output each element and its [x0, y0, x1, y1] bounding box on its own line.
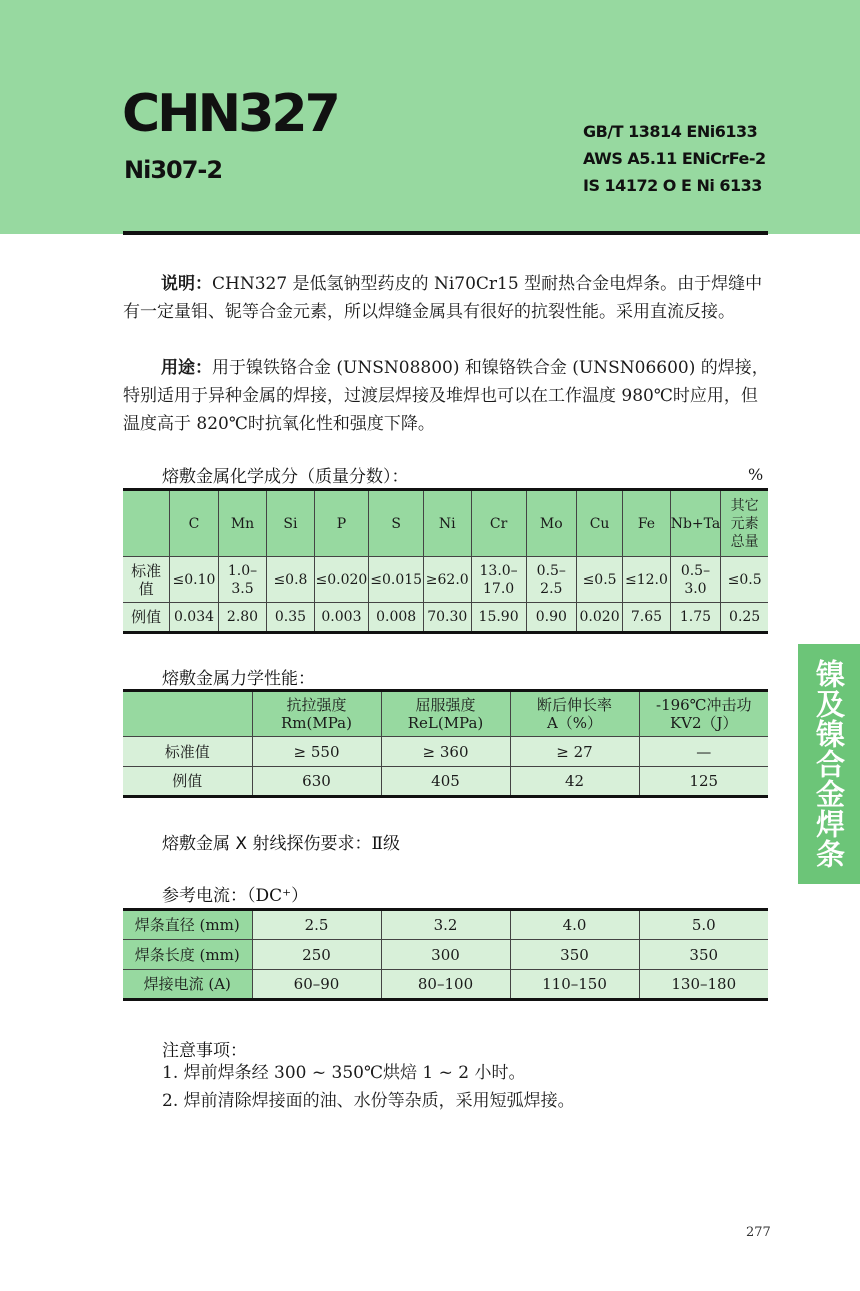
chem-example-row: [123, 603, 768, 633]
chem-std-row: [123, 557, 768, 603]
current-row-amperage: [123, 970, 768, 1000]
chem-header-cell: Nb+Ta: [670, 490, 721, 557]
mech-cell: 405: [381, 767, 510, 797]
chem-header-cell: C: [170, 490, 218, 557]
current-row-label: 焊接电流 (A): [123, 970, 252, 1000]
current-cell: 110–150: [510, 970, 639, 1000]
current-section-title: [162, 881, 308, 906]
usage-label: 用途：: [161, 358, 212, 378]
chem-cell: ≤0.020: [314, 557, 369, 603]
xray-value: Ⅱ级: [371, 834, 401, 854]
mech-cell: ≥ 550: [252, 737, 381, 767]
chem-header-cell: Si: [267, 490, 314, 557]
page-number: 277: [746, 1225, 771, 1240]
chem-header-cell: 其它元素总量: [721, 490, 768, 557]
mech-header-line1: 屈服强度: [415, 696, 476, 714]
mech-header-line1: 抗拉强度: [286, 696, 347, 714]
mech-header-cell: [639, 691, 768, 737]
mech-header-cell: [252, 691, 381, 737]
chem-cell: 13.0–17.0: [471, 557, 526, 603]
mech-cell: 630: [252, 767, 381, 797]
chem-section-title: 熔敷金属化学成分（质量分数）：: [162, 467, 409, 487]
standard-is: IS 14172 O E Ni 6133: [583, 176, 762, 195]
mech-row-label: 例值: [123, 767, 252, 797]
xray-requirement: [162, 829, 400, 854]
chem-cell: 0.5–3.0: [670, 557, 721, 603]
current-cell: 2.5: [252, 910, 381, 940]
notes-list: [162, 1059, 575, 1115]
current-cell: 3.2: [381, 910, 510, 940]
current-polarity: （DC⁺）: [247, 886, 309, 906]
chem-header-blank: [123, 490, 170, 557]
chem-cell: 0.003: [314, 603, 369, 633]
mech-header-line2: A（%）: [546, 714, 603, 732]
mech-example-row: [123, 767, 768, 797]
current-row-length: [123, 940, 768, 970]
chem-cell: 0.5–2.5: [526, 557, 576, 603]
chem-cell: 7.65: [623, 603, 670, 633]
chem-cell: 1.75: [670, 603, 721, 633]
current-cell: 130–180: [639, 970, 768, 1000]
chem-cell: ≥62.0: [424, 557, 471, 603]
mech-header-line2: Rm(MPa): [281, 714, 352, 732]
side-category-tab: 镍及镍合金焊条: [798, 644, 860, 884]
chem-cell: 0.020: [576, 603, 622, 633]
current-cell: 80–100: [381, 970, 510, 1000]
current-cell: 4.0: [510, 910, 639, 940]
standard-gb: GB/T 13814 ENi6133: [583, 122, 758, 141]
chem-header-cell: P: [314, 490, 369, 557]
standards-list: [583, 118, 766, 199]
notes-title: 注意事项：: [162, 1041, 247, 1061]
chem-cell: 0.35: [267, 603, 314, 633]
chem-row-label: 例值: [123, 603, 170, 633]
mech-header-line1: -196℃冲击功: [656, 696, 752, 714]
current-cell: 350: [510, 940, 639, 970]
current-table: [123, 908, 768, 1001]
chem-cell: ≤12.0: [623, 557, 670, 603]
current-cell: 60–90: [252, 970, 381, 1000]
chem-cell: 1.0–3.5: [218, 557, 267, 603]
chem-cell: ≤0.8: [267, 557, 314, 603]
product-title: CHN327: [122, 84, 338, 144]
description-paragraph: [123, 270, 771, 326]
current-cell: 5.0: [639, 910, 768, 940]
mech-header-blank: [123, 691, 252, 737]
mech-table: [123, 689, 768, 798]
chem-cell: 2.80: [218, 603, 267, 633]
chem-cell: ≤0.015: [369, 557, 424, 603]
mech-header-line2: KV2（J）: [669, 714, 738, 732]
chem-cell: 0.034: [170, 603, 218, 633]
chem-header-cell: Mn: [218, 490, 267, 557]
chem-header-row: [123, 490, 768, 557]
chem-cell: 70.30: [424, 603, 471, 633]
chem-unit: %: [748, 465, 764, 484]
xray-label: 熔敷金属 X 射线探伤要求：: [162, 834, 372, 854]
mech-section-title: 熔敷金属力学性能：: [162, 669, 315, 689]
chem-cell: ≤0.5: [721, 557, 768, 603]
chem-header-cell: Cu: [576, 490, 622, 557]
chem-cell: 0.25: [721, 603, 768, 633]
mech-header-line2: ReL(MPa): [407, 714, 484, 732]
mech-header-cell: [510, 691, 639, 737]
current-cell: 350: [639, 940, 768, 970]
mech-row-label: 标准值: [123, 737, 252, 767]
header-band: [0, 0, 860, 234]
mech-header-cell: [381, 691, 510, 737]
mech-cell: 125: [639, 767, 768, 797]
mech-cell: ≥ 27: [510, 737, 639, 767]
chem-header-cell: Mo: [526, 490, 576, 557]
chem-header-cell: Cr: [471, 490, 526, 557]
mech-cell: 42: [510, 767, 639, 797]
product-subtitle: Ni307-2: [124, 156, 223, 184]
current-cell: 250: [252, 940, 381, 970]
mech-cell: ≥ 360: [381, 737, 510, 767]
current-cell: 300: [381, 940, 510, 970]
chem-table: [123, 488, 768, 634]
description-label: 说明：: [161, 274, 212, 294]
mech-std-row: [123, 737, 768, 767]
mech-header-line1: 断后伸长率: [536, 696, 612, 714]
mech-cell: —: [639, 737, 768, 767]
chem-header-cell: Fe: [623, 490, 670, 557]
chem-cell: ≤0.10: [170, 557, 218, 603]
standard-aws: AWS A5.11 ENiCrFe-2: [583, 149, 766, 168]
current-row-label: 焊条直径 (mm): [123, 910, 252, 940]
note-item: 2. 焊前清除焊接面的油、水份等杂质，采用短弧焊接。: [162, 1091, 575, 1111]
chem-row-label: 标准值: [123, 557, 170, 603]
note-item: 1. 焊前焊条经 300 ~ 350℃烘焙 1 ~ 2 小时。: [162, 1063, 526, 1083]
current-row-label: 焊条长度 (mm): [123, 940, 252, 970]
usage-text: 用于镍铁铬合金 (UNSN08800) 和镍铬铁合金 (UNSN06600) 的焊接，特别适用于异种金属的焊接，过渡层焊接及堆焊也可以在工作温度 980℃时应用，但温度高于 820℃时抗氧化性和强度下降。: [123, 358, 769, 434]
current-row-diameter: [123, 910, 768, 940]
chem-cell: ≤0.5: [576, 557, 622, 603]
chem-header-cell: Ni: [424, 490, 471, 557]
chem-cell: 0.90: [526, 603, 576, 633]
chem-header-cell: S: [369, 490, 424, 557]
mech-header-row: [123, 691, 768, 737]
chem-cell: 0.008: [369, 603, 424, 633]
chem-cell: 15.90: [471, 603, 526, 633]
usage-paragraph: [123, 354, 771, 438]
header-rule: [123, 231, 768, 235]
description-text: CHN327 是低氢钠型药皮的 Ni70Cr15 型耐热合金电焊条。由于焊缝中有一定量钼、铌等合金元素，所以焊缝金属具有很好的抗裂性能。采用直流反接。: [123, 274, 763, 322]
current-title: 参考电流：: [162, 886, 247, 906]
